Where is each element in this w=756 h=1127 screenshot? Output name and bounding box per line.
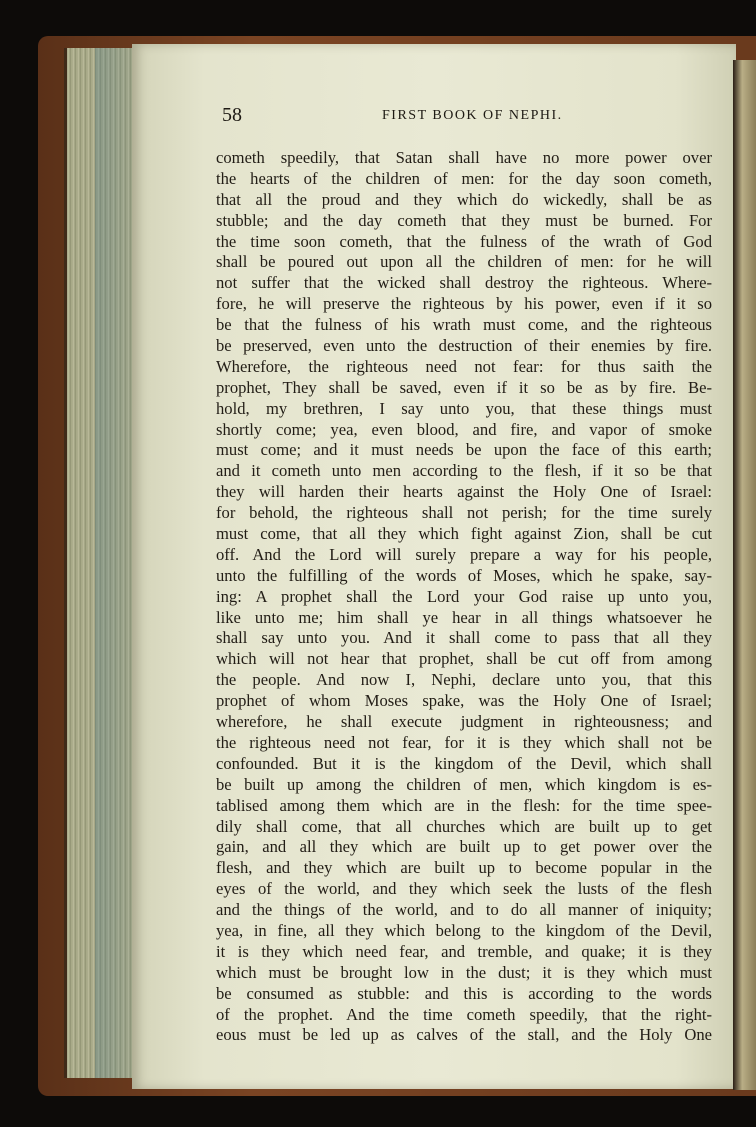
text-line: must come; and it must needs be upon the face of this earth; [216,440,712,460]
text-line: unto the fulfilling of the words of Moses, which he spake, say- [216,565,712,585]
page-edges-tint [95,48,135,1078]
text-line: confounded. But it is the kingdom of the Devil, which shall [216,753,712,773]
text-line: the time soon cometh, that the fulness of the wrath of God [216,231,712,251]
text-line: they will harden their hearts against the Holy One of Israel: [216,482,712,502]
text-line: it is they which need fear, and tremble, and quake; it is they [216,941,712,961]
text-line: gain, and all they which are built up to get power over the [216,837,712,857]
text-line: eyes of the world, and they which seek the lusts of the flesh [216,879,712,899]
page-number: 58 [222,104,242,126]
text-line: that all the proud and they which do wickedly, shall be as [216,189,712,209]
text-line: stubble; and the day cometh that they must be burned. For [216,210,712,230]
text-line: fore, he will preserve the righteous by his power, even if it so [216,294,712,314]
text-line: the people. And now I, Nephi, declare unto you, that this [216,670,712,690]
text-line: shall be poured out upon all the children of men: for he will [216,252,712,272]
text-line: for behold, the righteous shall not perish; for the time surely [216,503,712,523]
running-head: FIRST BOOK OF NEPHI. [382,108,563,123]
text-line: like unto me; him shall ye hear in all things whatsoever he [216,607,712,627]
text-line: eous must be led up as calves of the stall, and the Holy One [216,1025,712,1045]
text-line: flesh, and they which are built up to become popular in the [216,858,712,878]
text-line: be that the fulness of his wrath must come, and the righteous [216,315,712,335]
text-line: of the prophet. And the time cometh speedily, that the right- [216,1004,712,1024]
text-line: which must be brought low in the dust; it is they which must [216,962,712,982]
text-line: ing: A prophet shall the Lord your God raise up unto you, [216,586,712,606]
text-line: Wherefore, the righteous need not fear: for thus saith the [216,356,712,376]
text-line: yea, in fine, all they which belong to the kingdom of the Devil, [216,920,712,940]
page-header [222,104,722,130]
text-line: tablised among them which are in the flesh: for the time spee- [216,795,712,815]
text-line: the hearts of the children of men: for the day soon cometh, [216,168,712,188]
text-line: hold, my brethren, I say unto you, that these things must [216,398,712,418]
text-line: and it cometh unto men according to the flesh, if it so be that [216,461,712,481]
text-line: wherefore, he shall execute judgment in righteousness; and [216,712,712,732]
text-line: and the things of the world, and to do all manner of iniquity; [216,900,712,920]
text-line: prophet of whom Moses spake, was the Holy One of Israel; [216,691,712,711]
text-line: not suffer that the wicked shall destroy the righteous. Where- [216,273,712,293]
text-line: the righteous need not fear, for it is they which shall not be [216,732,712,752]
text-line: prophet, They shall be saved, even if it so be as by fire. Be- [216,377,712,397]
page-text [216,148,712,1046]
text-line: shortly come; yea, even blood, and fire, and vapor of smoke [216,419,712,439]
facing-page-edge [733,60,756,1090]
text-line: shall say unto you. And it shall come to pass that all they [216,628,712,648]
text-line: be built up among the children of men, which kingdom is es- [216,774,712,794]
text-line: be consumed as stubble: and this is according to the words [216,983,712,1003]
text-line: must come, that all they which fight against Zion, shall be cut [216,524,712,544]
text-line: cometh speedily, that Satan shall have no more power over [216,148,712,167]
text-line: dily shall come, that all churches which are built up to get [216,816,712,836]
text-line: be preserved, even unto the destruction of their enemies by fire. [216,336,712,356]
text-line: which will not hear that prophet, shall be cut off from among [216,649,712,669]
text-line: off. And the Lord will surely prepare a way for his people, [216,544,712,564]
